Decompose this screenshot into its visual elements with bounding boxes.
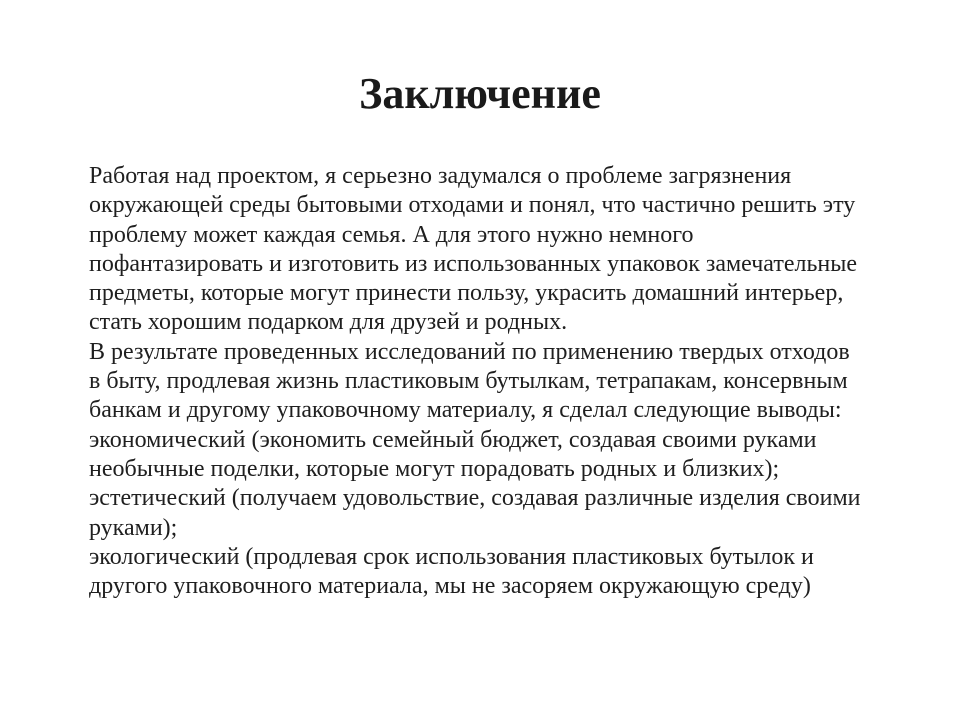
text-line: в быту, продлевая жизнь пластиковым бутылкам, тетрапакам, консервным bbox=[89, 368, 848, 395]
text-line: экологический (продлевая срок использования пластиковых бутылок и bbox=[89, 543, 814, 570]
text-line: необычные поделки, которые могут порадовать родных и близких); bbox=[89, 455, 780, 482]
text-line: проблему может каждая семья. А для этого нужно немного bbox=[89, 221, 694, 248]
text-line: стать хорошим подарком для друзей и родных. bbox=[89, 309, 568, 336]
text-line: окружающей среды бытовыми отходами и понял, что частично решить эту bbox=[89, 192, 856, 219]
text-line: другого упаковочного материала, мы не засоряем окружающую среду) bbox=[89, 573, 811, 600]
text-line: банкам и другому упаковочному материалу, я сделал следующие выводы: bbox=[89, 397, 842, 424]
text-line: экономический (экономить семейный бюджет, создавая своими руками bbox=[89, 426, 817, 453]
text-line: эстетический (получаем удовольствие, создавая различные изделия своими bbox=[89, 485, 861, 512]
conclusion-text bbox=[89, 162, 879, 601]
text-line: руками); bbox=[89, 514, 178, 541]
text-line: пофантазировать и изготовить из использованных упаковок замечательные bbox=[89, 250, 858, 277]
text-line: В результате проведенных исследований по применению твердых отходов bbox=[89, 338, 850, 365]
text-line: предметы, которые могут принести пользу, украсить домашний интерьер, bbox=[89, 280, 844, 307]
text-line: Работая над проектом, я серьезно задумался о проблеме загрязнения bbox=[89, 163, 792, 189]
slide-title: Заключение bbox=[359, 69, 601, 118]
